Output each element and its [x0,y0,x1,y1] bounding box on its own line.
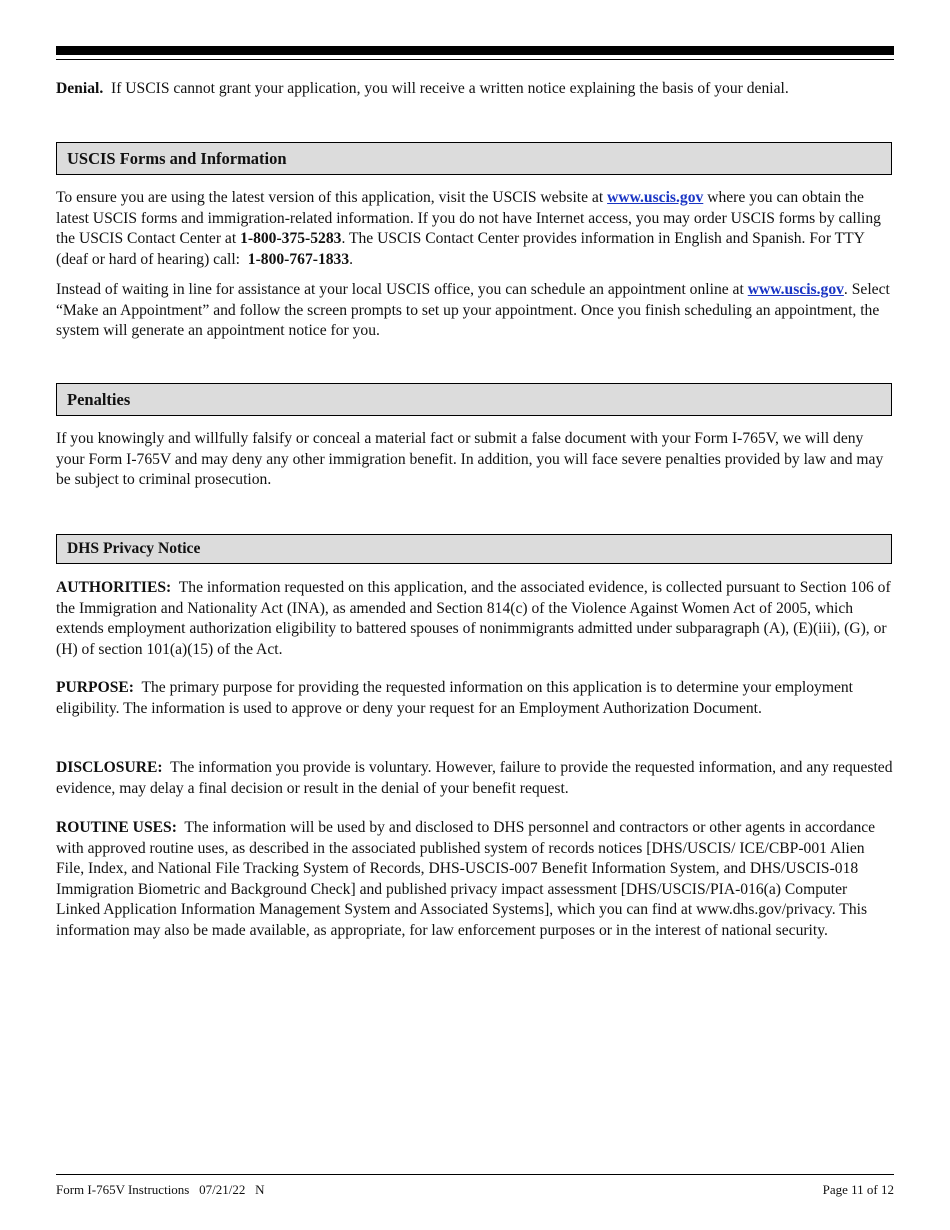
footer-page-number: Page 11 of 12 [822,1182,894,1197]
purpose-label: PURPOSE: [56,679,134,696]
uscis-website-link[interactable]: www.uscis.gov [607,189,704,206]
footer-rule [56,1174,894,1175]
forms-paragraph-2: Instead of waiting in line for assistance at your local USCIS office, you can schedule an appointment online at www.uscis.gov. Select “Make an Appointment” and follow the screen prompts to set up your appointment. Once you finish scheduling an appointment, the system will generate an appointment notice for you. [56,281,890,340]
footer-form-name: Form I-765V Instructions 07/21/22 N [56,1182,265,1197]
authorities-paragraph: AUTHORITIES: The information requested on this application, and the associated evidence, is collected pursuant to Section 106 of the Immigration and Nationality Act (INA), as amended and Section 814(c) of the Violence Against Women Act of 2005, which extends employment authorization eligibility to battered spouses of nonimmigrants admitted under subparagraph (A), (E)(iii), (G), or (H) of section 101(a)(15) of the Act. [56,579,891,658]
header-thin-rule [56,59,894,60]
denial-text: If USCIS cannot grant your application, you will receive a written notice explaining the basis of your denial. [111,80,789,97]
contact-center-phone: 1-800-375-5283 [240,230,342,248]
penalties-paragraph: If you knowingly and willfully falsify or conceal a material fact or submit a false document with your Form I-765V, we will deny your Form I-765V and may deny any other immigration benefit. In addition, you will face severe penalties provided by law and may be subject to criminal prosecution. [56,430,884,489]
authorities-label: AUTHORITIES: [56,579,172,596]
disclosure-paragraph: DISCLOSURE: The information you provide is voluntary. However, failure to provide the requested information, and any requested evidence, may delay a final decision or result in the denial of your benefit request. [56,759,893,797]
uscis-appointment-link[interactable]: www.uscis.gov [747,281,844,298]
header-thick-rule [56,46,894,55]
section-heading-forms: USCIS Forms and Information [56,142,892,175]
denial-label: Denial. [56,80,104,97]
forms-paragraph-1: To ensure you are using the latest version of this application, visit the USCIS website at www.uscis.gov where you can obtain the latest USCIS forms and immigration-related information. If you do not have Internet access, you may order USCIS forms by calling the USCIS Contact Center at 1-800-375-5283. The USCIS Contact Center provides information in English and Spanish. For TTY (deaf or hard of hearing) call: 1-800-767-1833. [56,189,881,268]
section-heading-privacy: DHS Privacy Notice [56,534,892,564]
tty-phone: 1-800-767-1833 [247,250,350,268]
routine-uses-label: ROUTINE USES: [56,819,177,836]
routine-uses-paragraph: ROUTINE USES: The information will be used by and disclosed to DHS personnel and contractors or other agents in accordance with approved routine uses, as described in the associated published system of records notices [DHS/USCIS/ ICE/CBP-001 Alien File, Index, and National File Tracking System of Records, DHS-USCIS-007 Benefit Information System, and DHS/USCIS-018 Immigration Biometric and Background Check] and published privacy impact assessment [DHS/USCIS/PIA-016(a) Computer Linked Application Information Management System and Associated Systems], which you can find at www.dhs.gov/privacy. This information may also be made available, as appropriate, for law enforcement purposes or in the interest of national security. [56,819,876,939]
disclosure-label: DISCLOSURE: [56,759,163,776]
denial-paragraph [56,79,894,100]
purpose-paragraph: PURPOSE: The primary purpose for providing the requested information on this application is to determine your employment eligibility. The information is used to approve or deny your request for an Employment Authorization Document. [56,679,853,717]
section-heading-penalties: Penalties [56,383,892,416]
